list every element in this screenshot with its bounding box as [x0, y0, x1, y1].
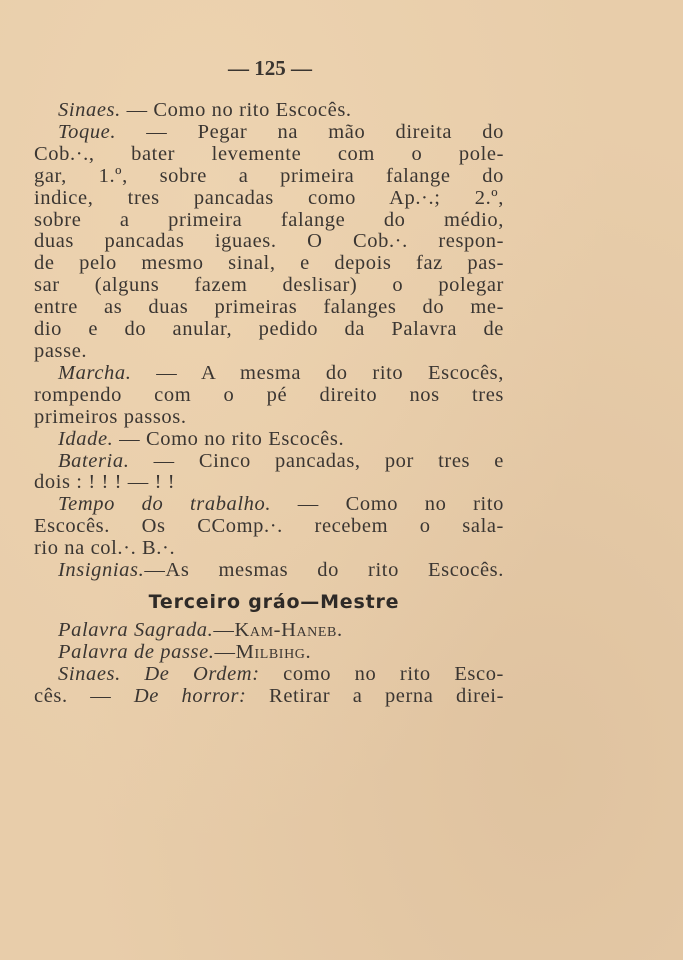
marcha-line: primeiros passos. [34, 405, 187, 428]
tempo-line: rio na col.·. B.·. [34, 537, 176, 560]
tempo-label: Tempo do trabalho. [58, 493, 272, 516]
palavra-sagrada-value: —Kam-Haneb. [213, 618, 343, 641]
toque-line: duas pancadas iguaes. O Cob.·. respon- [34, 230, 504, 253]
marcha-line: rompendo com o pé direito nos tres [34, 383, 504, 406]
horror-line: cês. — De horror: Retirar a perna direi- [34, 684, 504, 707]
toque-line: passe. [34, 339, 88, 362]
idade-paragraph: Idade. — Como no rito Escocês. [58, 427, 345, 450]
insignias-label: Insignias. [58, 559, 145, 582]
palavra-passe-line [34, 642, 504, 664]
toque-line: dio e do anular, pedido da Palavra de [34, 318, 504, 341]
toque-line: sar (alguns fazem deslisar) o polegar [34, 274, 504, 297]
toque-label: Toque. [58, 120, 117, 143]
tempo-line: Escocês. Os CComp.·. recebem o sala- [34, 515, 504, 538]
toque-line: Cob.·., bater levemente com o pole- [34, 142, 504, 165]
toque-line: entre as duas primeiras falanges do me- [34, 296, 504, 319]
sinaes-mestre-label: Sinaes. De Ordem: [58, 662, 260, 685]
insignias-paragraph: Insignias.—As mesmas do rito Escocês. [58, 559, 504, 582]
toque-line: indice, tres pancadas como Ap.·.; 2.º, [34, 186, 504, 209]
horror-label: De horror: [133, 684, 247, 707]
bateria-line: Bateria. — Cinco pancadas, por tres e [58, 449, 504, 472]
palavra-passe-label: Palavra de passe. [58, 640, 215, 663]
page-number: — 125 — [228, 56, 312, 80]
toque-line: gar, 1.º, sobre a primeira falange do [34, 164, 504, 187]
palavra-sagrada-label: Palavra Sagrada. [58, 618, 214, 641]
palavra-sagrada-line [34, 620, 504, 642]
bateria-line: dois : ! ! ! — ! ! [34, 471, 176, 494]
palavra-passe-value: —Milbihg. [214, 640, 312, 663]
body-text [34, 100, 504, 707]
sinaes-label: Sinaes. [58, 99, 121, 121]
tempo-line: Tempo do trabalho. — Como no rito [58, 493, 505, 516]
toque-line: de pelo mesmo sinal, e depois faz pas- [34, 252, 504, 275]
sinaes-text: — Como no rito Escocês. [120, 99, 352, 121]
toque-line: Toque. — Pegar na mão direita do [58, 120, 504, 143]
marcha-label: Marcha. [58, 361, 132, 384]
bateria-label: Bateria. [58, 449, 130, 472]
section-heading: Terceiro gráo—Mestre [148, 590, 400, 613]
sinaes-paragraph [34, 100, 504, 122]
sinaes-mestre-line: Sinaes. De Ordem: como no rito Esco- [58, 662, 504, 685]
idade-label: Idade. [58, 427, 114, 450]
marcha-line: Marcha. — A mesma do rito Escocês, [58, 361, 504, 384]
toque-line: sobre a primeira falange do médio, [34, 208, 504, 231]
